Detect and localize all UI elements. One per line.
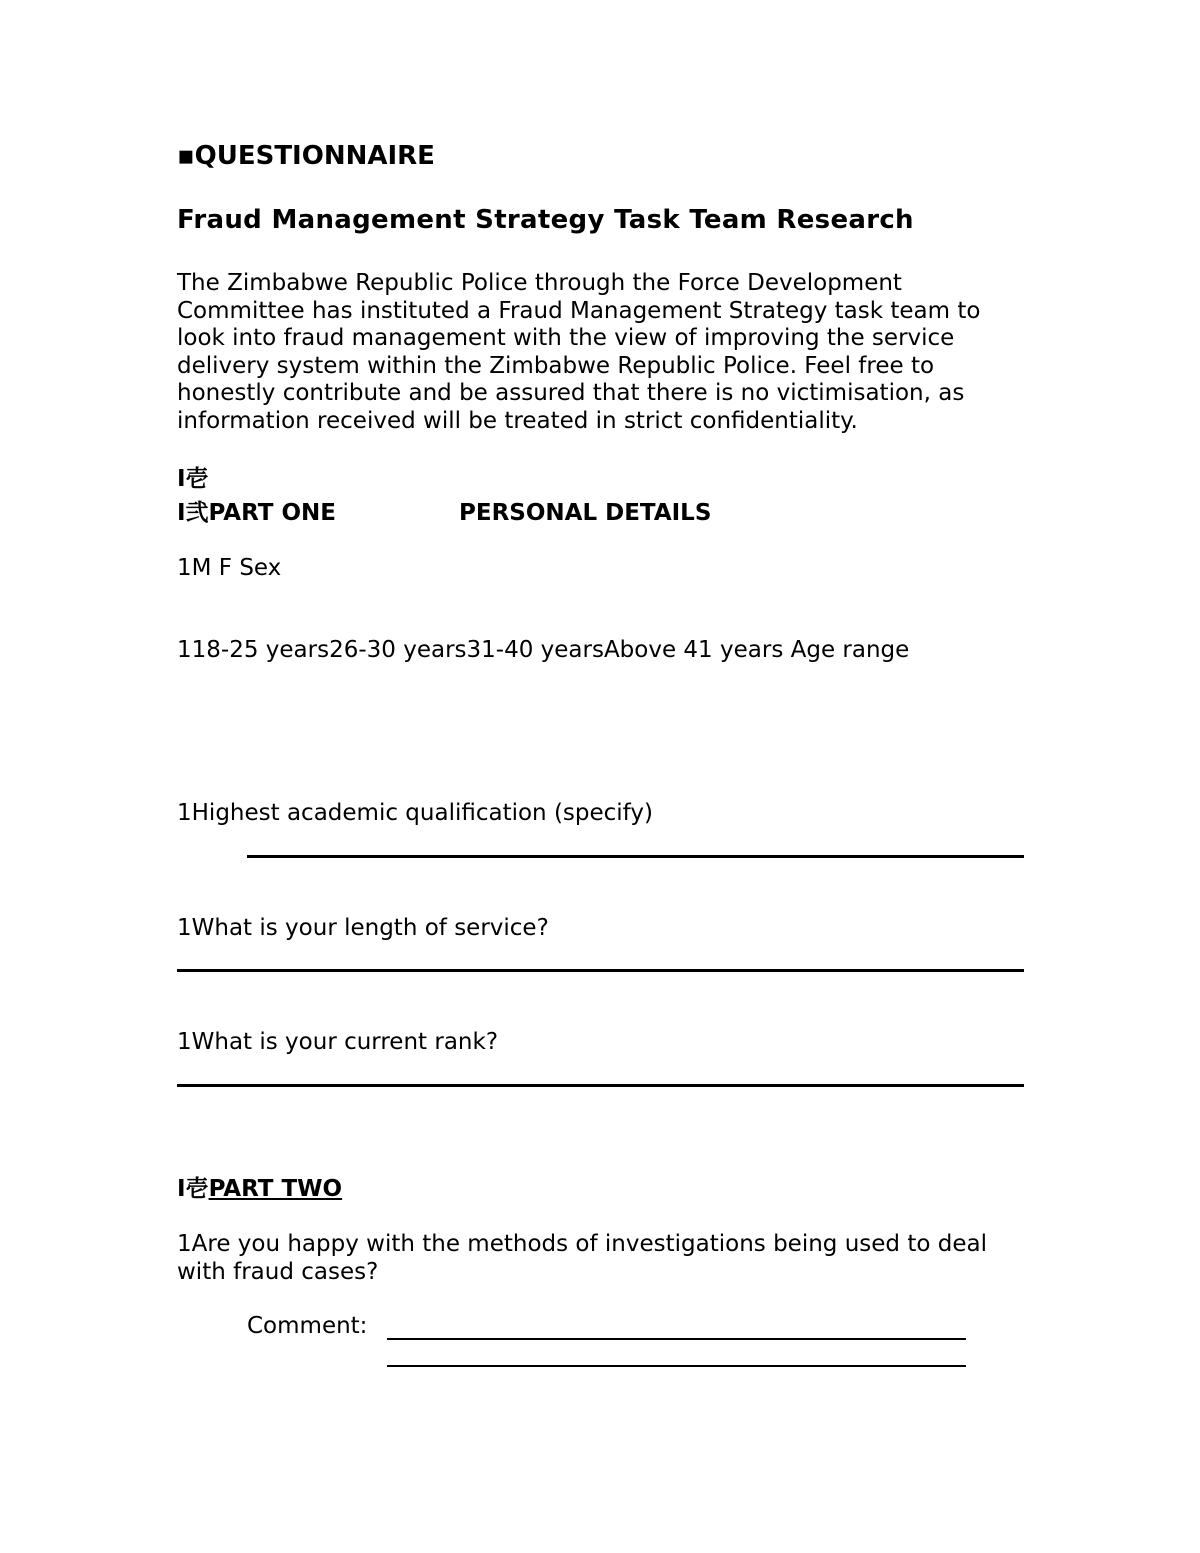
question-sex: 1M F Sex [177,555,282,581]
question-line: 1Are you happy with the methods of investigations being used to deal [177,1231,987,1257]
intro-line: look into fraud management with the view of improving the service [177,325,955,351]
question-qualification: 1Highest academic qualification (specify) [177,800,653,826]
part-two-label: PART TWO [208,1176,343,1202]
intro-line: delivery system within the Zimbabwe Republic Police. Feel free to [177,352,935,379]
comment-label: Comment: [247,1313,368,1339]
part-two-heading [177,1176,342,1204]
comment-line-2[interactable] [387,1365,966,1367]
document-title: Fraud Management Strategy Task Team Research [177,205,914,235]
intro-line: honestly contribute and be assured that there is no victimisation, as [177,380,965,406]
question-current-rank: 1What is your current rank? [177,1029,499,1055]
intro-line: information received will be treated in strict confidentiality. [177,407,858,434]
qualification-answer-line[interactable] [247,855,1024,858]
section-marker: I壱 [177,466,209,492]
section-marker: I壱 [177,1176,209,1202]
questionnaire-heading: ▪QUESTIONNAIRE [177,141,435,171]
intro-line: The Zimbabwe Republic Police through the Force Development [177,270,902,296]
question-methods [177,1231,987,1286]
intro-line: Committee has instituted a Fraud Management Strategy task team to [177,297,981,324]
question-line: with fraud cases? [177,1258,379,1285]
part-one-title: PERSONAL DETAILS [459,500,712,526]
rank-answer-line[interactable] [177,1084,1024,1087]
service-answer-line[interactable] [177,969,1024,972]
intro-paragraph [177,270,1037,435]
question-age-range: 118-25 years26-30 years31-40 yearsAbove 41 years Age range [177,637,910,663]
part-one-label: I弐PART ONE [177,500,336,526]
comment-line-1[interactable] [387,1338,966,1340]
question-length-of-service: 1What is your length of service? [177,915,549,941]
